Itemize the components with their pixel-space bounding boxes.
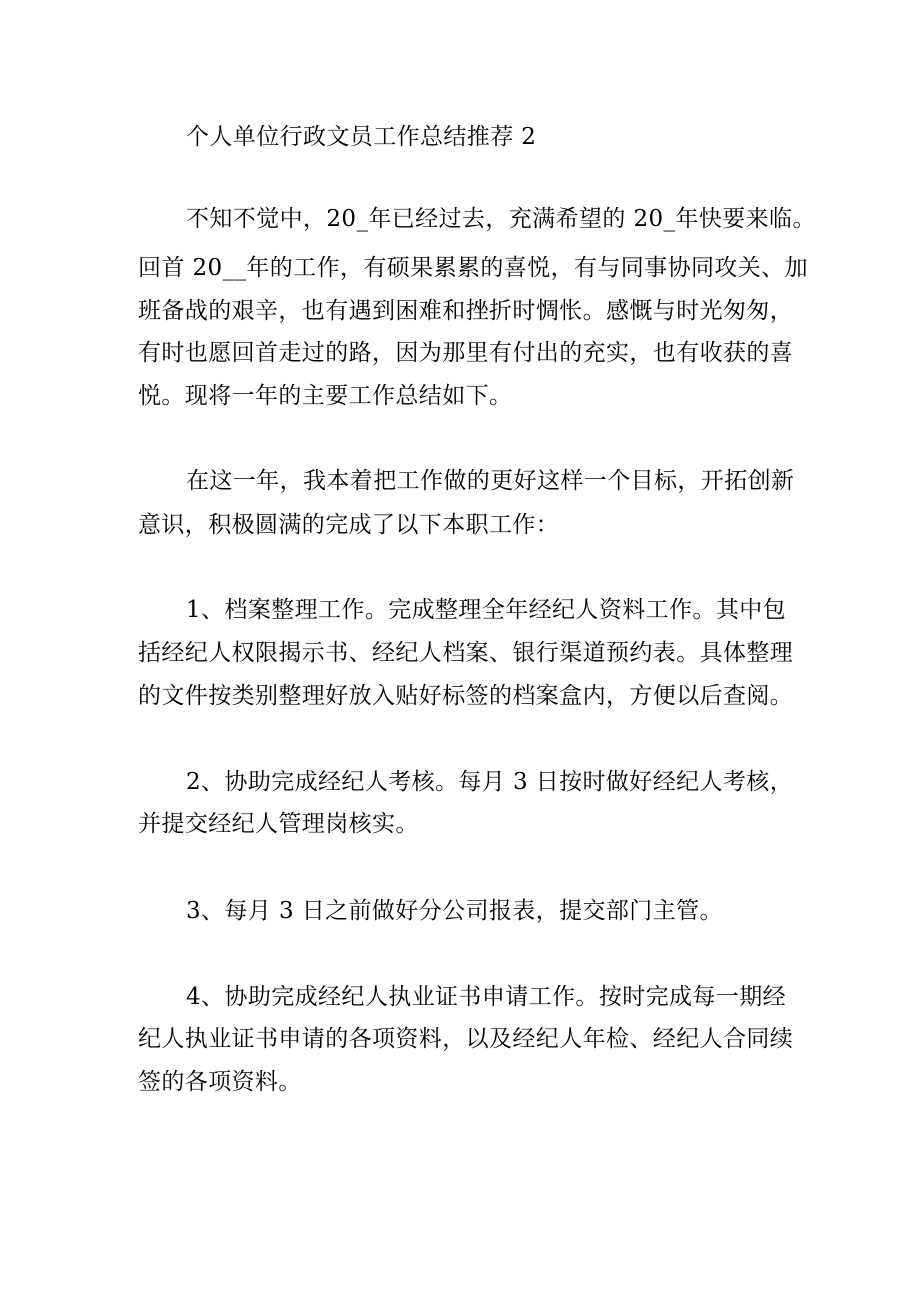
paragraph-line: 班备战的艰辛，也有遇到困难和挫折时惆怅。感慨与时光匆匆，	[138, 298, 794, 324]
paragraph-line: 纪人执业证书申请的各项资料，以及经纪人年检、经纪人合同续	[138, 1026, 794, 1052]
paragraph-line: 回首 20__年的工作，有硕果累累的喜悦，有与同事协同攻关、加	[138, 255, 808, 281]
paragraph-line: 悦。现将一年的主要工作总结如下。	[138, 383, 513, 409]
paragraph-line: 并提交经纪人管理岗核实。	[138, 811, 419, 837]
paragraph-line: 1、档案整理工作。完成整理全年经纪人资料工作。其中包	[186, 597, 787, 623]
paragraph-line: 有时也愿回首走过的路，因为那里有付出的充实，也有收获的喜	[138, 340, 794, 366]
paragraph-line: 2、协助完成经纪人考核。每月 3 日按时做好经纪人考核，	[186, 769, 794, 795]
paragraph-line: 意识，积极圆满的完成了以下本职工作：	[138, 512, 560, 538]
paragraph-line: 签的各项资料。	[138, 1069, 302, 1095]
paragraph-line: 不知不觉中，20_年已经过去，充满希望的 20_年快要来临。	[186, 206, 816, 232]
paragraph-line: 的文件按类别整理好放入贴好标签的档案盒内，方便以后查阅。	[138, 683, 794, 709]
paragraph-line: 括经纪人权限揭示书、经纪人档案、银行渠道预约表。具体整理	[138, 640, 794, 666]
document-title: 个人单位行政文员工作总结推荐 2	[186, 124, 537, 150]
paragraph-line: 4、协助完成经纪人执业证书申请工作。按时完成每一期经	[186, 984, 787, 1010]
paragraph-line: 3、每月 3 日之前做好分公司报表，提交部门主管。	[186, 898, 723, 924]
paragraph-line: 在这一年，我本着把工作做的更好这样一个目标，开拓创新	[186, 468, 795, 494]
